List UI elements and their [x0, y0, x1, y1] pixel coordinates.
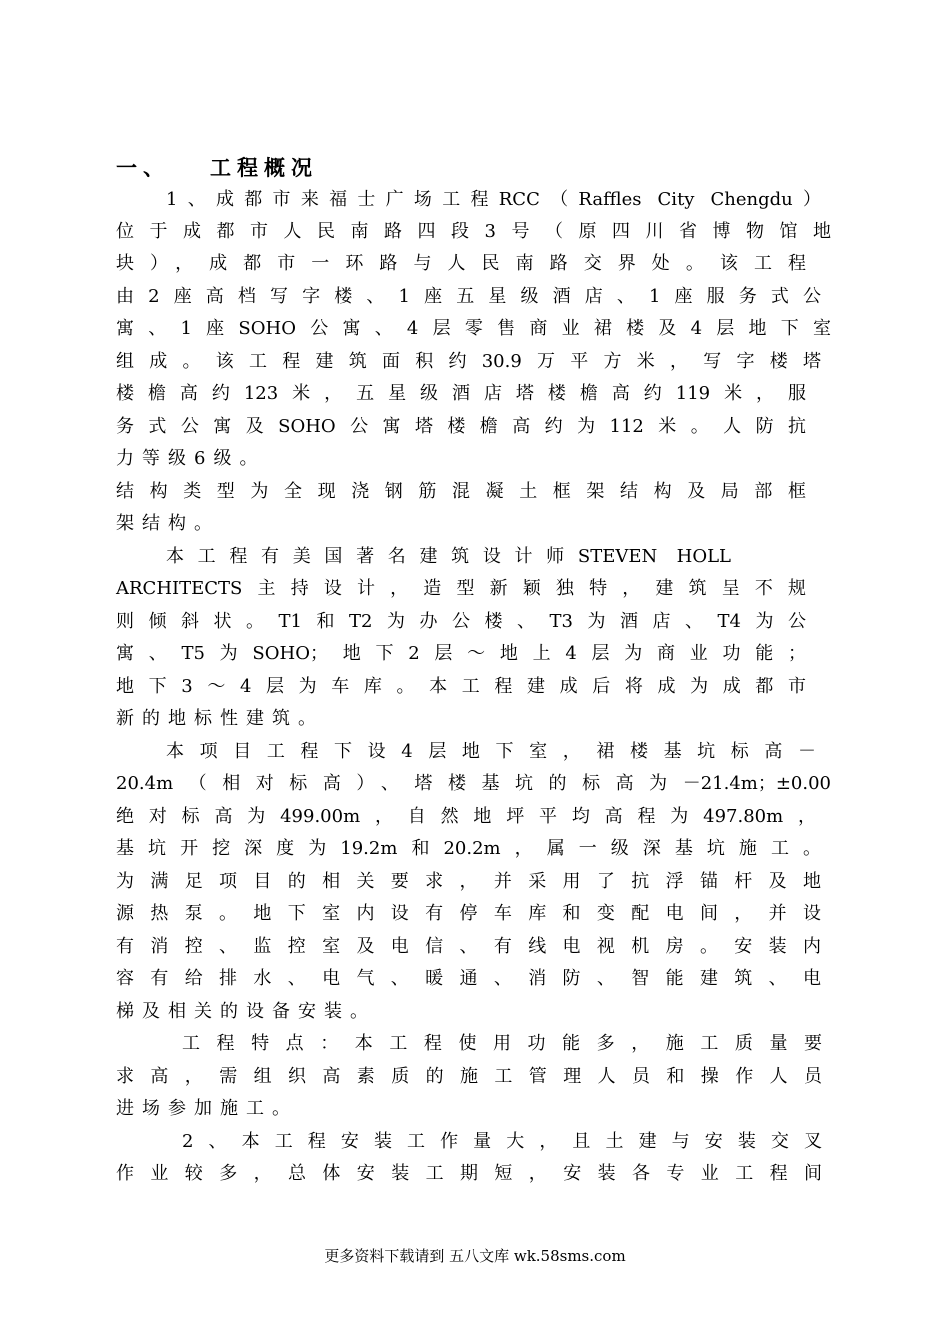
- paragraph-line: 进场参加施工。: [116, 1098, 298, 1119]
- paragraph-line: 寓、1座SOHO公寓、4层零售商业裙楼及4层地下室: [116, 318, 831, 339]
- paragraph-line: 务式公寓及SOHO公寓塔楼檐高约为112米。人防抗: [116, 416, 806, 437]
- paragraph-line: 为满足项目的相关要求，并采用了抗浮锚杆及地: [116, 871, 821, 892]
- paragraph-line: 基坑开挖深度为19.2m和20.2m，属一级深基坑施工。: [116, 838, 821, 859]
- paragraph-line: 源热泵。地下室内设有停车库和变配电间，并设: [116, 903, 821, 924]
- paragraph-line: ARCHITECTS主持设计，造型新颖独特，建筑呈不规: [116, 578, 806, 599]
- paragraph-line: 绝对标高为499.00m，自然地坪平均高程为497.80m，: [116, 806, 816, 827]
- footer-link-text: 更多资料下载请到 五八文库 wk.58sms.com: [324, 1247, 626, 1265]
- paragraph-line: 结构类型为全现浇钢筋混凝土框架结构及局部框: [116, 481, 806, 502]
- paragraph-line: 新的地标性建筑。: [116, 708, 324, 729]
- paragraph-line: 位于成都市人民南路四段3号（原四川省博物馆地: [116, 221, 831, 242]
- paragraph-line: 本项目工程下设4层地下室，裙楼基坑标高－: [166, 741, 816, 762]
- paragraph-line: 求高，需组织高素质的施工管理人员和操作人员: [116, 1066, 822, 1087]
- section-number: 一、: [116, 155, 170, 180]
- paragraph-line: 容有给排水、电气、暖通、消防、智能建筑、电: [116, 968, 821, 989]
- section-heading: [116, 152, 318, 182]
- paragraph-line: 寓、T5为SOHO；地下2层～地上4层为商业功能；: [116, 643, 806, 664]
- paragraph-line: 1、成都市来福士广场工程RCC（Raffles City Chengdu）: [166, 189, 821, 210]
- paragraph-line: 块），成都市一环路与人民南路交界处。该工程: [116, 253, 806, 274]
- paragraph-line: 工程特点：本工程使用功能多，施工质量要: [182, 1033, 822, 1054]
- paragraph-line: 20.4m（相对标高）、塔楼基坑的标高为－21.4m；±0.00: [116, 773, 831, 794]
- paragraph-line: 由2座高档写字楼、1座五星级酒店、1座服务式公: [116, 286, 821, 307]
- paragraph-line: 梯及相关的设备安装。: [116, 1001, 376, 1022]
- paragraph-line: 本工程有美国著名建筑设计师STEVEN HOLL: [166, 546, 731, 567]
- paragraph-line: 有消控、监控室及电信、有线电视机房。安装内: [116, 936, 821, 957]
- paragraph-line: 地下3～4层为车库。本工程建成后将成为成都市: [116, 676, 806, 697]
- paragraph-line: 组成。该工程建筑面积约30.9万平方米，写字楼塔: [116, 351, 821, 372]
- section-title: 工程概况: [210, 155, 318, 180]
- paragraph-line: 楼檐高约123米，五星级酒店塔楼檐高约119米，服: [116, 383, 806, 404]
- paragraph-line: 架结构。: [116, 513, 220, 534]
- paragraph-line: 2、本工程安装工作量大，且土建与安装交叉: [182, 1131, 822, 1152]
- paragraph-line: 作业较多，总体安装工期短，安装各专业工程间: [116, 1163, 822, 1184]
- paragraph-line: 则倾斜状。T1和T2为办公楼、T3为酒店、T4为公: [116, 611, 806, 632]
- paragraph-line: 力等级6级。: [116, 448, 266, 469]
